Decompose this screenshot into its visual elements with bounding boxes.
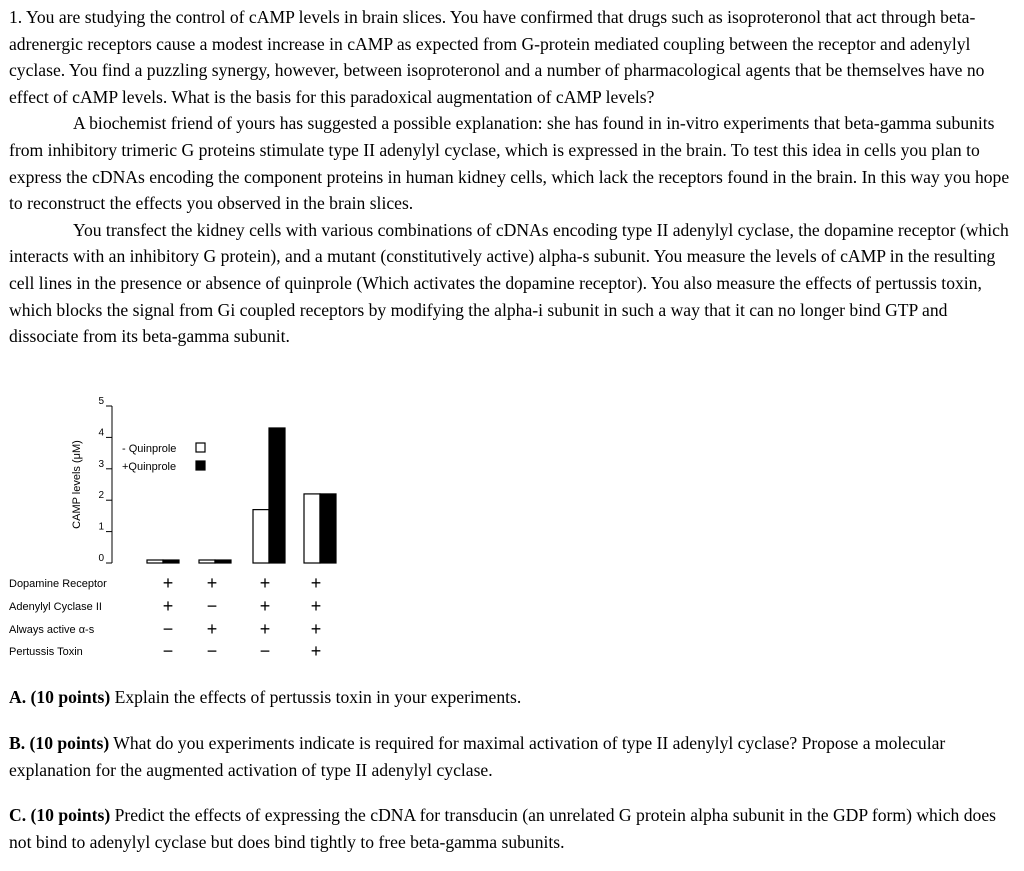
legend-swatch xyxy=(196,461,205,470)
bar-minus-quinprole xyxy=(304,494,320,563)
y-tick-label: 1 xyxy=(98,521,104,533)
part-c xyxy=(9,802,1011,855)
condition-sign: + xyxy=(310,619,322,639)
bar-plus-quinprole xyxy=(269,428,285,563)
condition-sign: + xyxy=(259,596,271,616)
question-paragraph-3: You transfect the kidney cells with various combinations of cDNAs encoding type II adenylyl cyclase, the dopamine receptor (which interacts with an inhibitory G protein), and a mutant (constitutively active) alpha-s subunit. You measure the levels of cAMP in the resulting cell lines in the presence or absence of quinprole (Which activates the dopamine receptor). You also measure the effects of pertussis toxin, which blocks the signal from Gi coupled receptors by modifying the alpha-i subunit in such a way that it can no longer bind GTP and dissociate from its beta-gamma subunit. xyxy=(9,219,1009,347)
bar-minus-quinprole xyxy=(253,510,269,563)
part-a xyxy=(9,684,1011,711)
condition-sign: − xyxy=(259,641,271,661)
bar-plus-quinprole xyxy=(320,494,336,563)
part-b-label: B. (10 points) xyxy=(9,733,110,753)
condition-sign: − xyxy=(206,596,218,616)
y-axis-label: CAMP levels (μM) xyxy=(71,440,83,529)
legend-swatch xyxy=(196,443,205,452)
part-a-label: A. (10 points) xyxy=(9,687,111,707)
condition-label: Dopamine Receptor xyxy=(9,578,107,590)
condition-sign: + xyxy=(259,573,271,593)
condition-sign: + xyxy=(310,573,322,593)
condition-sign: − xyxy=(206,641,218,661)
bar-minus-quinprole xyxy=(199,560,215,563)
condition-sign: + xyxy=(206,573,218,593)
question-paragraph-1: 1. You are studying the control of cAMP levels in brain slices. You have confirmed that drugs such as isoproteronol that act through beta-adrenergic receptors cause a modest increase in cAMP as expected from G-protein mediated coupling between the receptor and adenylyl cyclase. You find a puzzling synergy, however, between isoproteronol and a number of pharmacological agents that be themselves have no effect of cAMP levels. What is the basis for this paradoxical augmentation of cAMP levels? xyxy=(9,7,985,107)
question-paragraph-2: A biochemist friend of yours has suggested a possible explanation: she has found in in-vitro experiments that beta-gamma subunits from inhibitory trimeric G proteins stimulate type II adenylyl cyclase, which is expressed in the brain. To test this idea in cells you plan to express the cDNAs encoding the component proteins in human kidney cells, which lack the receptors found in the brain. In this way you hope to reconstruct the effects you observed in the brain slices. xyxy=(9,113,1010,214)
condition-sign: + xyxy=(206,619,218,639)
camp-bar-chart xyxy=(0,396,360,666)
condition-label: Adenylyl Cyclase II xyxy=(9,601,102,613)
bar-plus-quinprole xyxy=(215,560,231,563)
condition-sign: + xyxy=(162,596,174,616)
condition-sign: + xyxy=(259,619,271,639)
condition-sign: + xyxy=(310,596,322,616)
part-a-text: Explain the effects of pertussis toxin in your experiments. xyxy=(110,687,522,707)
y-tick-label: 4 xyxy=(98,427,104,439)
legend-label: +Quinprole xyxy=(122,461,177,473)
condition-sign: + xyxy=(310,641,322,661)
y-tick-label: 5 xyxy=(98,396,104,407)
condition-label: Always active α-s xyxy=(9,624,95,636)
legend-label: - Quinprole xyxy=(122,443,177,455)
condition-label: Pertussis Toxin xyxy=(9,646,83,658)
part-c-label: C. (10 points) xyxy=(9,805,111,825)
part-b-text: What do you experiments indicate is required for maximal activation of type II adenylyl cyclase? Propose a molecular explanation for the augmented activation of type II adenylyl cyclase. xyxy=(9,733,946,780)
question-body xyxy=(9,4,1011,350)
bar-minus-quinprole xyxy=(147,560,163,563)
condition-sign: + xyxy=(162,573,174,593)
y-tick-label: 3 xyxy=(98,458,104,470)
condition-sign: − xyxy=(162,641,174,661)
y-tick-label: 0 xyxy=(98,553,104,564)
bar-plus-quinprole xyxy=(163,560,179,563)
y-tick-label: 2 xyxy=(98,490,104,502)
condition-sign: − xyxy=(162,619,174,639)
part-c-text: Predict the effects of expressing the cDNA for transducin (an unrelated G protein alpha subunit in the GDP form) which does not bind to adenylyl cyclase but does bind tightly to free beta-gamma subunits. xyxy=(9,805,996,852)
part-b xyxy=(9,730,1011,783)
